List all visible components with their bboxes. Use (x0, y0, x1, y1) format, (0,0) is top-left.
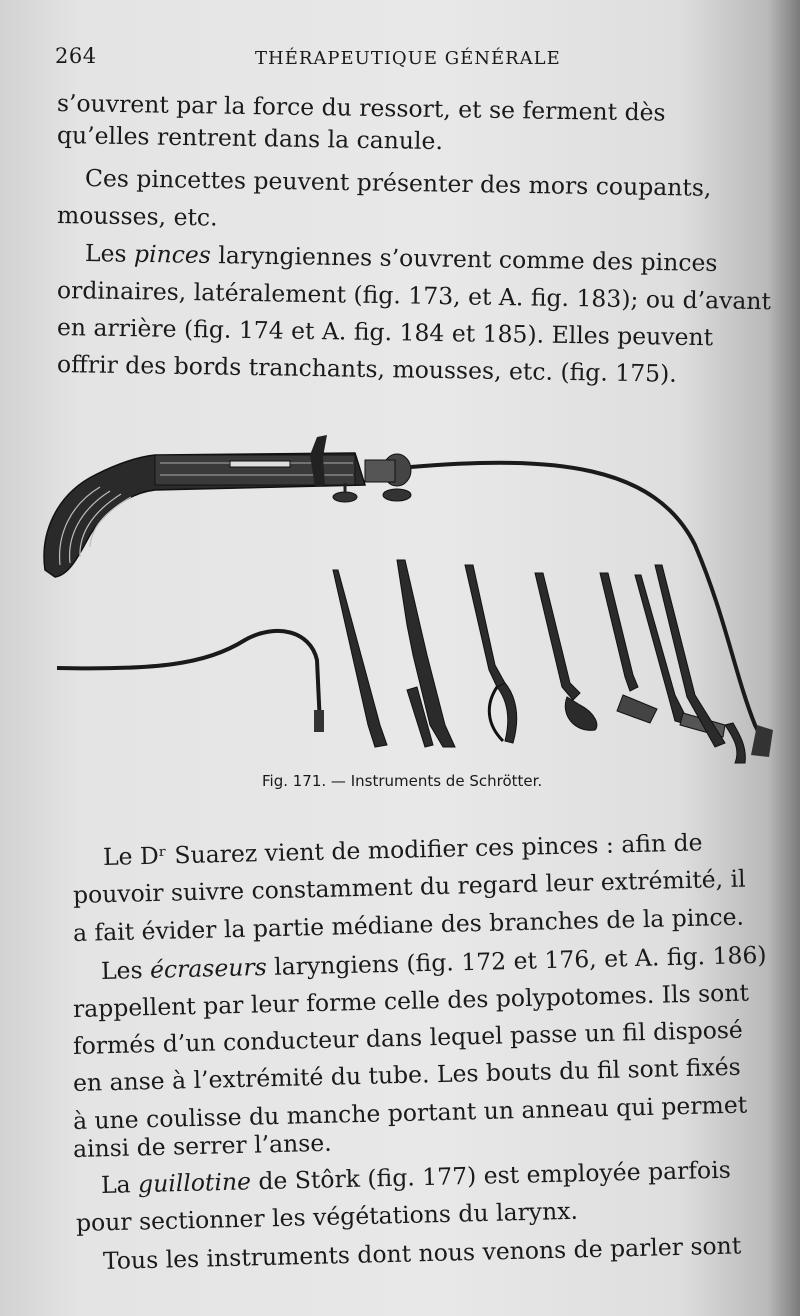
text-line: en arrière (fig. 174 et A. fig. 184 et 185). Elles peuvent (56, 313, 714, 352)
text-line: qu’elles rentrent dans la canule. (56, 121, 444, 156)
page-header (55, 40, 755, 70)
figure-caption: Fig. 171. — Instruments de Schrötter. (262, 772, 543, 790)
text-line: Les écraseurs laryngiens (fig. 172 et 176, et A. fig. 186) (100, 940, 767, 985)
italic-term: pinces (133, 239, 212, 269)
italic-term: guillotine (137, 1167, 252, 1199)
text-line: Ces pincettes peuvent présenter des mors coupants, (84, 164, 712, 202)
text-line: formés d’un conducteur dans lequel passe un fil disposé (72, 1015, 744, 1060)
text-line: La guillotine de Stôrk (fig. 177) est employée parfois (100, 1155, 732, 1199)
text-line: mousses, etc. (56, 201, 218, 232)
laryngeal-handle (44, 435, 411, 577)
instruments-illustration (35, 425, 780, 770)
running-title: THÉRAPEUTIQUE GÉNÉRALE (255, 48, 561, 69)
text-line: rappellent par leur forme celle des polypotomes. Ils sont (72, 978, 750, 1023)
text-line: en anse à l’extrémité du tube. Les bouts du fil sont fixés (72, 1052, 742, 1097)
italic-term: écraseurs (149, 952, 268, 984)
text-line: Le Dʳ Suarez vient de modifier ces pinces : afin de (102, 828, 703, 871)
text-line: Les pinces laryngiennes s’ouvrent comme des pinces (84, 239, 718, 277)
text-line: pour sectionner les végétations du larynx. (75, 1196, 579, 1237)
text-line: ordinaires, latéralement (fig. 173, et A. fig. 183); ou d’avant (56, 276, 772, 316)
text-line: pouvoir suivre constamment du regard leur extrémité, il (72, 864, 746, 909)
text-line: ainsi de serrer l’anse. (72, 1128, 333, 1163)
page-number: 264 (55, 44, 97, 68)
text-line: à une coulisse du manche portant un anneau qui permet (72, 1090, 748, 1135)
curved-cannula (411, 463, 765, 745)
text-line: offrir des bords tranchants, mousses, etc. (fig. 175). (56, 350, 678, 388)
text-line: s’ouvrent par la force du ressort, et se ferment dès (56, 89, 666, 127)
text-line: Tous les instruments dont nous venons de parler sont (102, 1231, 742, 1275)
instrument-tips (333, 560, 745, 763)
text-line: a fait évider la partie médiane des branches de la pince. (72, 902, 745, 947)
curved-probe (57, 631, 320, 725)
